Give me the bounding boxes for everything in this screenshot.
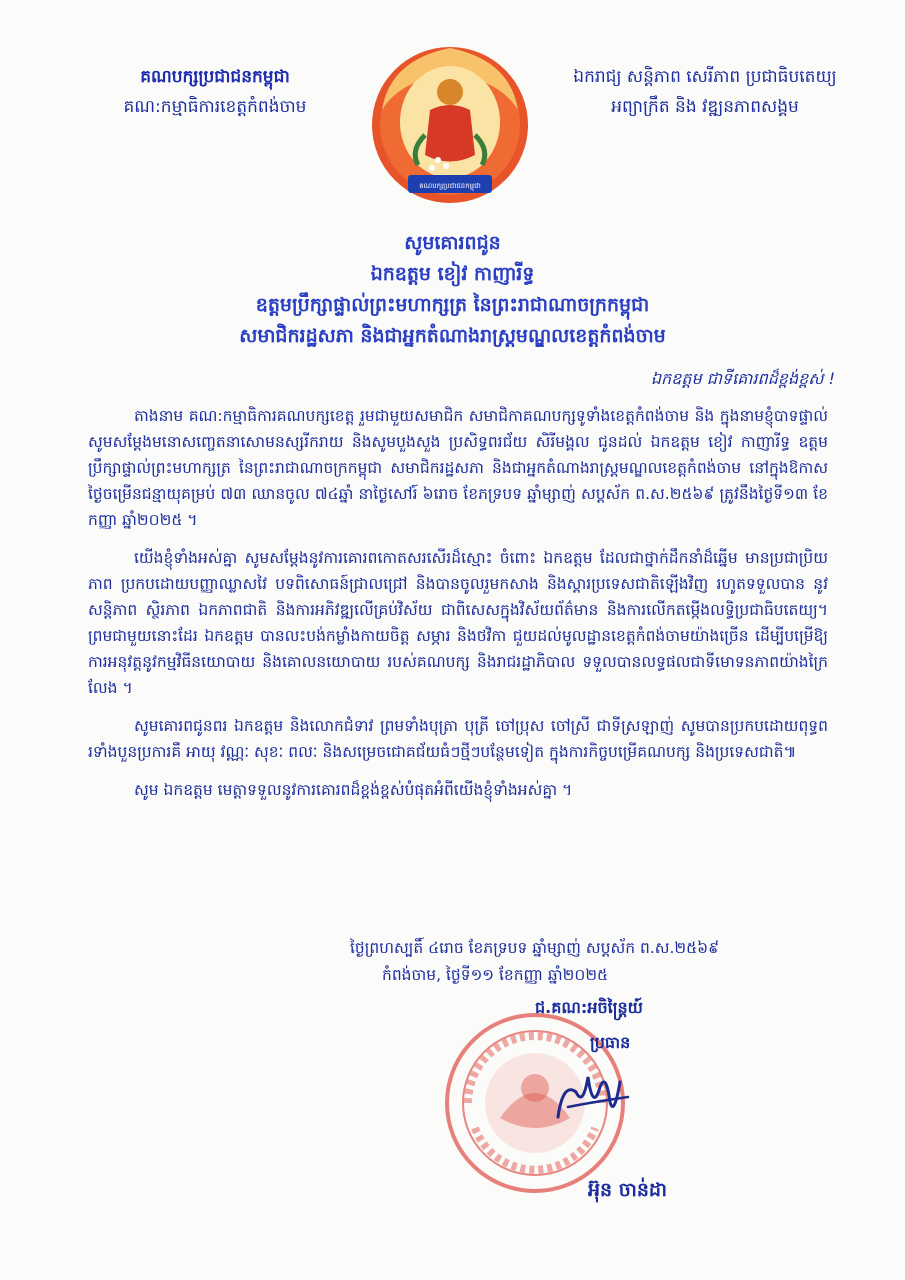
party-header [70,62,360,122]
paragraph-4: សូម ឯកឧត្តម មេត្តាទទួលនូវការគោរពដ៏ខ្ពង់ខ្ពស់បំផុតអំពីយើងខ្ញុំទាំងអស់គ្នា ។ [134,781,573,799]
signer-role-acting: ជ.គណ:អចិន្ត្រៃយ៍ [535,998,643,1017]
signer-name: អ៊ុន ចាន់ដា [588,1179,667,1201]
paragraph-3: សូមគោរពជូនពរ ឯកឧត្តម និងលោកជំទាវ ព្រមទាំងបុត្រា បុត្រី ចៅប្រុស ចៅស្រី ជាទីស្រឡាញ់ សូមបានប្រកបដោយពុទ្ធពរទាំងបួនប្រការគឺ អាយុ វណ្ណៈ សុខៈ ពលៈ និងសម្រេចជោគជ័យធំៗថ្មីៗបន្ថែមទៀត ក្នុងការកិច្ចបម្រើគណបក្ស និងប្រទេសជាតិ៕ [88,717,828,761]
logo-lettering: គណបក្សប្រជាជនកម្ពុជា [419,182,481,190]
party-name: គណបក្សប្រជាជនកម្ពុជា [140,67,290,87]
paragraph-1: តាងនាម គណ:កម្មាធិការគណបក្សខេត្ត រួមជាមួយសមាជិក សមាជិកាគណបក្សទូទាំងខេត្តកំពង់ចាម និង ក្នុងនាមខ្ញុំបាទផ្ទាល់ សូមសម្តែងមនោសញ្ចេតនាសោមនស្សរីករាយ និងសូមបួងសួង ប្រសិទ្ធពរជ័យ សិរីមង្គល ជូនដល់ ឯកឧត្តម ខៀវ កាញារីទ្ធ ឧត្តមប្រឹក្សាផ្ទាល់ព្រះមហាក្សត្រ នៃព្រះរាជាណាចក្រកម្ពុជា សមាជិករដ្ឋសភា និងជាអ្នកតំណាងរាស្ត្រមណ្ឌលខេត្តកំពង់ចាម នៅក្នុងឱកាសថ្ងៃចម្រើនជន្មាយុគម្រប់ ៧៣ ឈានចូល ៧៤ឆ្នាំ នាថ្ងៃសៅរ៍ ៦រោច ខែភទ្របទ ឆ្នាំម្សាញ់ សប្តស័ក ព.ស.២៥៦៩ ត្រូវនឹងថ្ងៃទី១៣ ខែកញ្ញា ឆ្នាំ២០២៥ ។ [88,407,828,529]
motto-line-1: ឯករាជ្យ សន្តិភាព សេរីភាព ប្រជាធិបតេយ្យ [573,67,837,87]
national-motto [545,62,865,122]
date-block [342,935,812,989]
title-position-1: ឧត្តមប្រឹក្សាផ្ទាល់ព្រះមហាក្សត្រ នៃព្រះរាជាណាចក្រកម្ពុជា [255,294,650,316]
title-position-2: សមាជិករដ្ឋសភា និងជាអ្នកតំណាងរាស្ត្រមណ្ឌលខេត្តកំពង់ចាម [239,325,666,347]
paragraph-2: យើងខ្ញុំទាំងអស់គ្នា សូមសម្តែងនូវការគោរពកោតសរសើរដ៏ស្មោះ ចំពោះ ឯកឧត្តម ដែលជាថ្នាក់ដឹកនាំដ៏ឆ្នើម មានប្រជាប្រិយភាព ប្រកបដោយបញ្ញាឈ្លាសវៃ បទពិសោធន៍ជ្រាលជ្រៅ និងបានចូលរួមកសាង និងស្តារប្រទេសជាតិឡើងវិញ រហូតទទួលបាន នូវសន្តិភាព ស្ថិរភាព ឯកភាពជាតិ និងការអភិវឌ្ឍលើគ្រប់វិស័យ ជាពិសេសក្នុងវិស័យព័ត៌មាន និងការលើកតម្កើងលទ្ធិប្រជាធិបតេយ្យ។ ព្រមជាមួយនោះដែរ ឯកឧត្តម បានលះបង់កម្លាំងកាយចិត្ត សម្ភារ និងថវិកា ជួយដល់មូលដ្ឋានខេត្តកំពង់ចាមយ៉ាងច្រើន ដើម្បីបម្រើឱ្យការអនុវត្តនូវកម្មវិធីនយោបាយ និងគោលនយោបាយ របស់គណបក្ស និងរាជរដ្ឋាភិបាល ទទួលបានលទ្ធផលជាទីមោទនភាពយ៉ាងក្រៃលែង ។ [88,549,828,697]
handwritten-signature [548,1062,638,1132]
title-recipient-name: ឯកឧត្តម ខៀវ កាញារីទ្ធ [370,263,535,285]
greeting: ឯកឧត្តម ជាទីគោរពដ៏ខ្ពង់ខ្ពស់ ! [650,369,835,388]
recipient-title [60,228,845,352]
party-logo [370,40,530,210]
signer-role-chair: ប្រធាន [590,1033,631,1052]
motto-line-2: អព្យាក្រឹត និង វឌ្ឍនភាពសង្គម [611,97,799,117]
letter-body [88,403,828,815]
lunar-date: ថ្ងៃព្រហស្បតិ៍ ៤រោច ខែភទ្របទ ឆ្នាំម្សាញ់ សប្តស័ក ព.ស.២៥៦៩ [350,939,720,957]
committee-name: គណ:កម្មាធិការខេត្តកំពង់ចាម [123,97,307,117]
title-salutation: សូមគោរពជូន [404,232,501,254]
solar-date: កំពង់ចាម, ថ្ងៃទី១១ ខែកញ្ញា ឆ្នាំ២០២៥ [382,966,609,984]
